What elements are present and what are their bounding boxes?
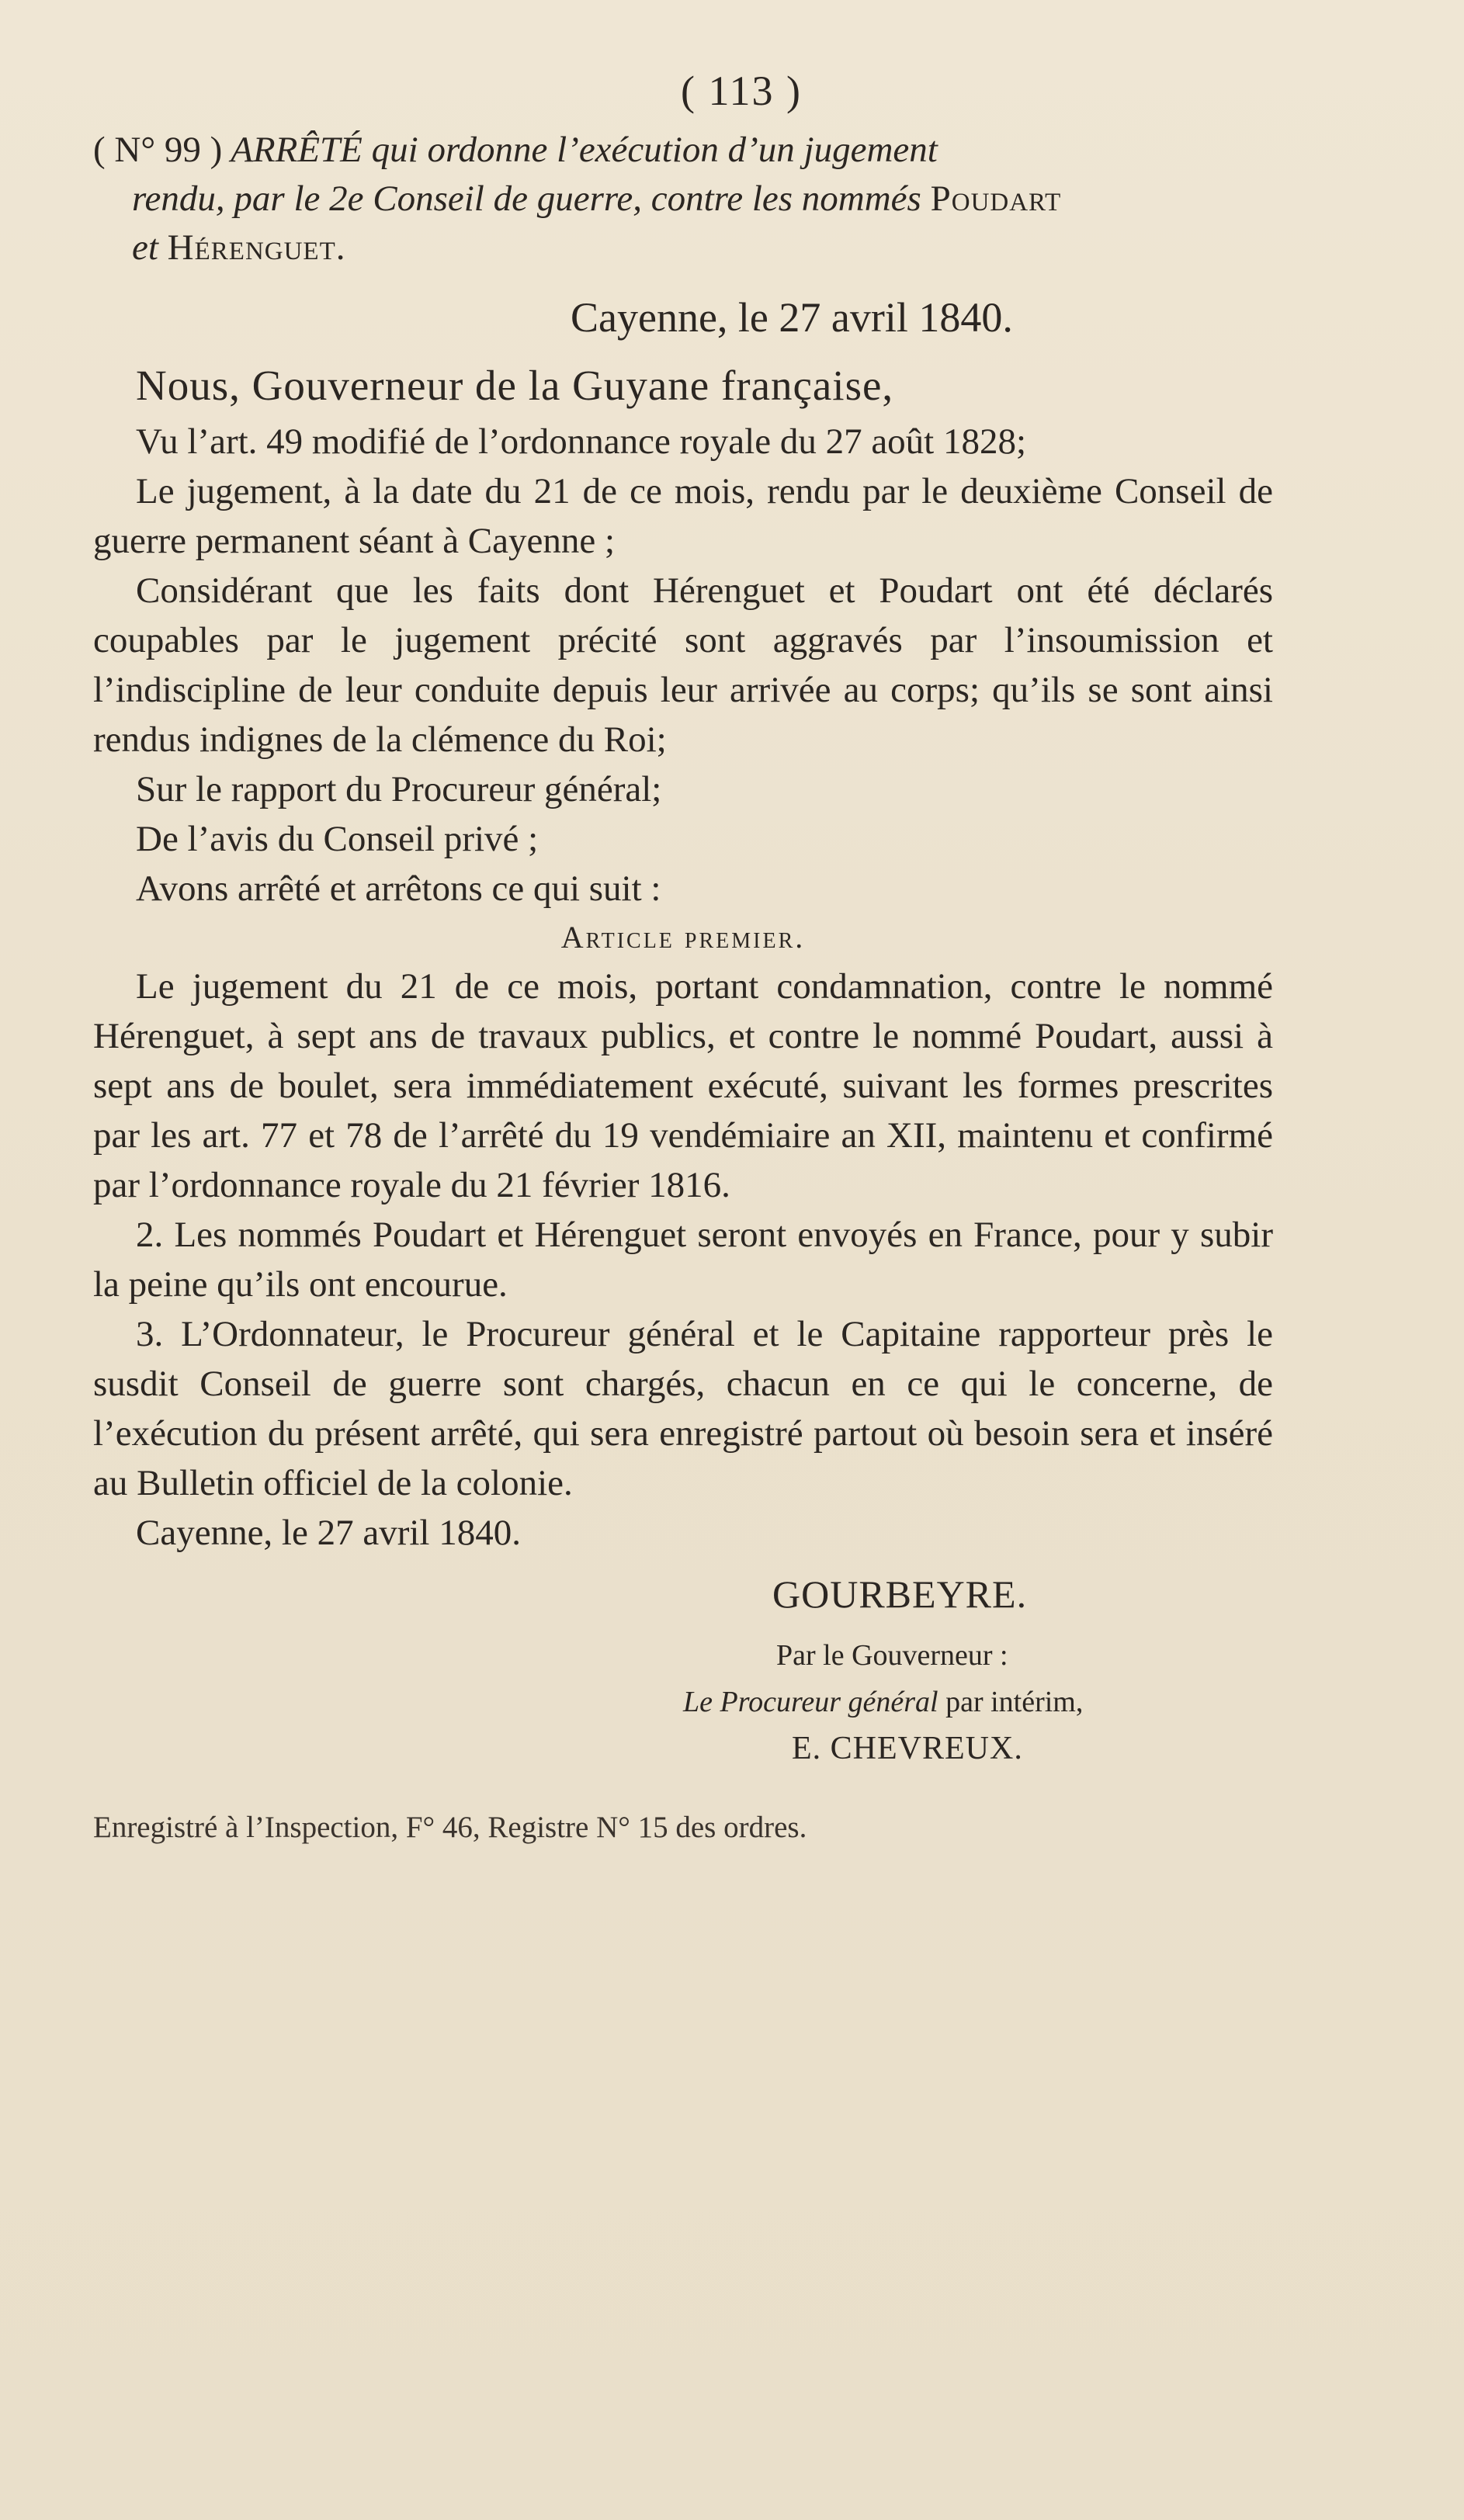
preamble: Nous, Gouverneur de la Guyane française,: [136, 362, 894, 409]
text-column: [93, 62, 1273, 1851]
page-number: ( 113 ): [681, 68, 802, 114]
countersignature: E. CHEVREUX.: [792, 1731, 1023, 1766]
decree-title-line-1: ARRÊTÉ qui ordonne l’exécution d’un jugement: [231, 130, 938, 170]
decree-number: ( N° 99 ): [93, 130, 223, 170]
name-herenguet: Hérenguet.: [167, 227, 346, 268]
paragraph-jugement: Le jugement, à la date du 21 de ce mois, rendu par le deuxième Conseil de guerre permanent séant à Cayenne ;: [93, 471, 1273, 561]
procureur-suffix: par intérim,: [945, 1686, 1084, 1718]
dateline: Cayenne, le 27 avril 1840.: [571, 294, 1013, 341]
registration-note: Enregistré à l’Inspection, F° 46, Registre N° 15 des ordres.: [93, 1811, 807, 1844]
paragraph-vu: Vu l’art. 49 modifié de l’ordonnance royale du 27 août 1828;: [136, 421, 1027, 462]
procureur-title: Le Procureur général: [683, 1686, 938, 1718]
closing-date: Cayenne, le 27 avril 1840.: [136, 1513, 521, 1553]
decree-title-line-3: [93, 224, 1273, 272]
paragraph-avis: De l’avis du Conseil privé ;: [136, 819, 539, 859]
signature-gourbeyre: GOURBEYRE.: [772, 1572, 1028, 1616]
procureur-line: [93, 1679, 1273, 1725]
decree-title: [93, 126, 1273, 272]
par-le-gouverneur: Par le Gouverneur :: [776, 1639, 1008, 1672]
paragraph-rapport: Sur le rapport du Procureur général;: [136, 769, 662, 809]
article-3: 3. L’Ordonnateur, le Procureur général et le Capitaine rapporteur près le susdit Conseil de guerre sont chargés, chacun en ce qui le concerne, de l’exécution du présent arrêté, qui sera enregistré partout où besoin sera et inséré au Bulletin officiel de la colonie.: [93, 1314, 1273, 1503]
article-heading: Article premier.: [560, 920, 806, 955]
decree-title-line-2: [93, 175, 1273, 224]
decree-title-text-2: rendu, par le 2e Conseil de guerre, contre les nommés: [132, 179, 921, 219]
paragraph-considerant: Considérant que les faits dont Hérenguet et Poudart ont été déclarés coupables par le jugement précité sont aggravés par l’insoumission et l’indiscipline de leur conduite depuis leur arrivée au corps; qu’ils se sont ainsi rendus indignes de la clémence du Roi;: [93, 570, 1273, 760]
article-2: 2. Les nommés Poudart et Hérenguet seront envoyés en France, pour y subir la peine qu’ils ont encourue.: [93, 1215, 1273, 1305]
paragraph-avons: Avons arrêté et arrêtons ce qui suit :: [136, 868, 661, 909]
article-1: Le jugement du 21 de ce mois, portant condamnation, contre le nommé Hérenguet, à sept ans de travaux publics, et contre le nommé Poudart, aussi à sept ans de boulet, sera immédiatement exécuté, suivant les formes prescrites par les art. 77 et 78 de l’arrêté du 19 vendémiaire an XII, maintenu et confirmé par l’ordonnance royale du 21 février 1816.: [93, 966, 1273, 1205]
decree-title-et: et: [132, 227, 158, 268]
name-poudart: Poudart: [930, 179, 1062, 219]
